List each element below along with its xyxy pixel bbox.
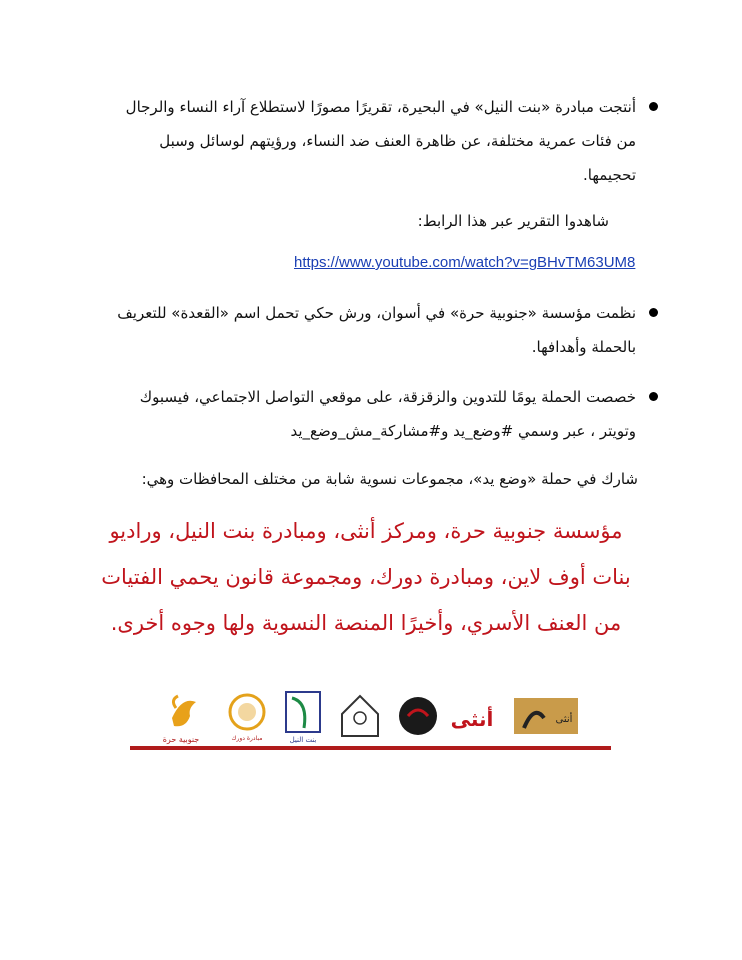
bullet-text-3: خصصت الحملة يومًا للتدوين والزقزقة، على موقعي التواصل الاجتماعي، فيسبوك وتويتر ، عبر وسمي #وضع_يد و#مشاركة_مش_وضع_يد (139, 388, 636, 440)
logo-onsa (450, 688, 494, 746)
other-faces-logo-icon (510, 688, 582, 746)
logo-house-hand (336, 688, 384, 746)
logo-south-free (152, 688, 210, 746)
logo-onsa-caption: أنثى (450, 707, 494, 731)
black-circle-logo-icon (394, 688, 442, 746)
circle-logo-icon (222, 688, 272, 746)
bullet-dot (649, 392, 658, 401)
logo-dawrek (222, 688, 272, 746)
logo-other-faces (510, 688, 582, 746)
onsa-logo-icon (450, 688, 494, 746)
bullet-text-1: أنتجت مبادرة «بنت النيل» في البحيرة، تقريرًا مصورًا لاستطلاع آراء النساء والرجال من فئات عمرية مختلفة، عن ظاهرة العنف ضد النساء، ورؤيتهم لوسائل وسبل تحجيمها. (125, 98, 636, 184)
logo-other-caption: أنثى (555, 714, 573, 725)
logo-nile-girl (280, 688, 326, 746)
house-logo-icon (336, 688, 384, 746)
bullet-item-3 (116, 380, 636, 448)
bullet-text-2: نظمت مؤسسة «جنوبية حرة» في أسوان، ورش حكي تحمل اسم «القعدة» للتعريف بالحملة وأهدافها. (117, 304, 636, 356)
logos-underline (130, 746, 611, 750)
youtube-link[interactable]: https://www.youtube.com/watch?v=gBHvTM63UM8 (294, 254, 636, 271)
logo-nile-caption: بنت النيل (289, 736, 317, 744)
bullet-item-2 (116, 296, 636, 364)
logo-black-circle (394, 688, 442, 746)
logo-south-caption: جنوبية حرة (162, 735, 200, 744)
bullet-item-1 (116, 90, 636, 192)
participants-list: مؤسسة جنوبية حرة، ومركز أنثى، ومبادرة بنت النيل، وراديو بنات أوف لاين، ومبادرة دورك، ومجموعة قانون يحمي الفتيات من العنف الأسري، وأخيرًا المنصة النسوية ولها وجوه أخرى. (101, 519, 631, 635)
face-logo-icon (280, 688, 326, 746)
participants-intro: شارك في حملة «وضع يد»، مجموعات نسوية شابة من مختلف المحافظات وهي: (141, 470, 638, 488)
watch-text: شاهدوا التقرير عبر هذا الرابط: (417, 212, 609, 230)
partner-logos-strip (130, 688, 611, 750)
logo-dawrek-caption: مبادرة دورك (231, 735, 263, 742)
bird-logo-icon (152, 688, 210, 746)
bullet-dot (649, 308, 658, 317)
bullet-dot (649, 102, 658, 111)
